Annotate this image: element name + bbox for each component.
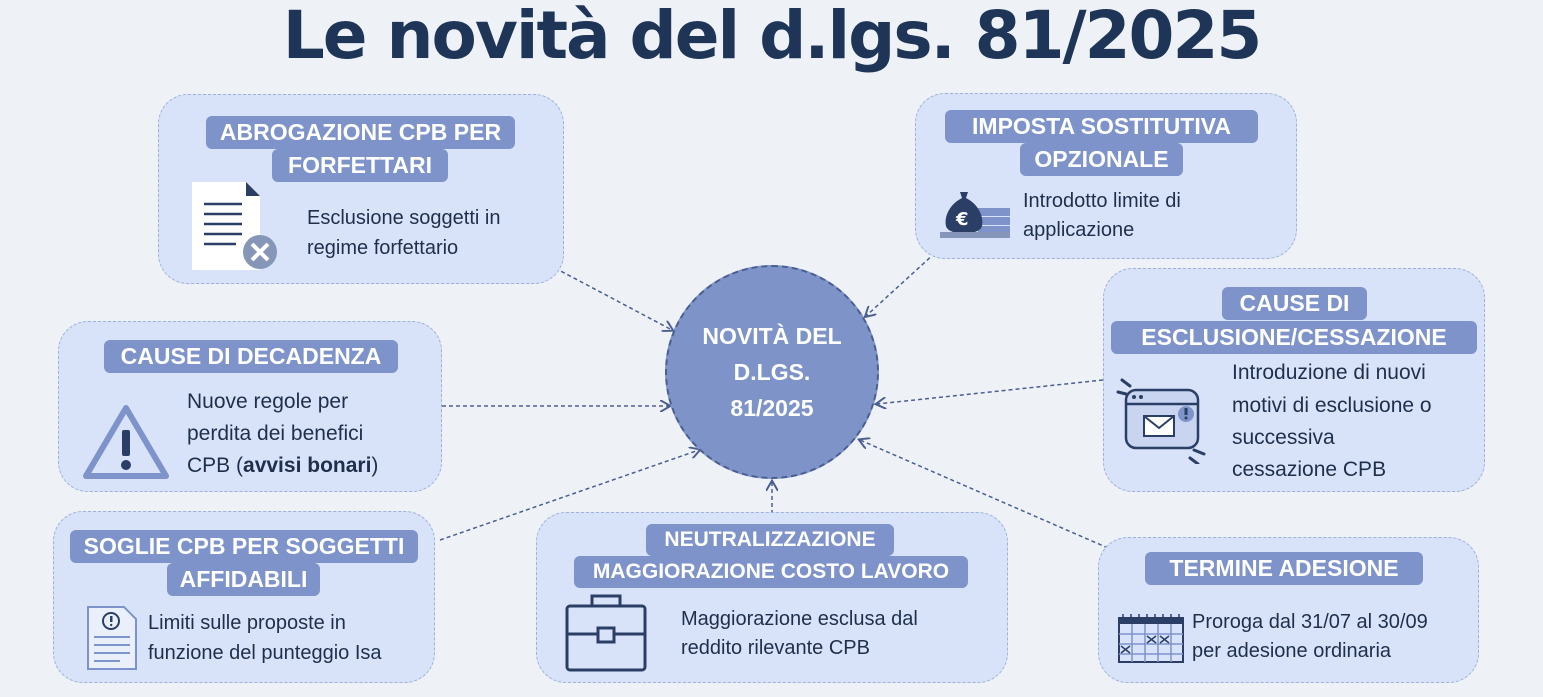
text-abrogazione-line1: Esclusione soggetti in [307,207,501,229]
document-cancel-icon [190,180,282,274]
tag-imposta-line2: OPZIONALE [1020,143,1183,176]
tag-esclusione-line2: ESCLUSIONE/CESSAZIONE [1111,321,1477,354]
text-esclusione-line3: successiva [1232,426,1335,449]
email-alert-icon [1114,372,1214,464]
connector-esclusione [877,380,1103,404]
text-abrogazione-line2: regime forfettario [307,237,459,259]
document-alert-icon [86,605,138,671]
svg-text:€: € [956,209,969,230]
text-decadenza-line1: Nuove regole per [187,390,349,413]
hub-line-2: D.LGS. [733,359,811,385]
text-imposta-line2: applicazione [1023,219,1135,241]
text-decadenza-line2: perdita dei benefici [187,422,364,445]
text-decadenza-line3 [187,451,378,481]
tag-abrogazione-line1: ABROGAZIONE CPB PER [206,116,515,149]
text-termine-line1: Proroga dal 31/07 al 30/09 [1192,611,1428,633]
tag-imposta-line1: IMPOSTA SOSTITUTIVA [945,110,1258,143]
text-imposta-line1: Introdotto limite di [1023,190,1181,212]
tag-neutralizzazione-line1: NEUTRALIZZAZIONE [646,524,894,556]
page-title: Le novità del d.lgs. 81/2025 [282,0,1261,74]
text-esclusione-line1: Introduzione di nuovi [1232,361,1426,384]
text-esclusione-line2: motivi di esclusione o [1232,394,1432,417]
connector-abrogazione [555,268,672,330]
connector-imposta [866,253,935,316]
tag-esclusione-line1: CAUSE DI [1222,287,1367,320]
tag-neutralizzazione-line2: MAGGIORAZIONE COSTO LAVORO [574,556,968,588]
tag-abrogazione-line2: FORFETTARI [272,149,448,182]
hub-circle [665,265,879,479]
tag-soglie-line1: SOGLIE CPB PER SOGGETTI [70,530,418,563]
text-soglie-line1: Limiti sulle proposte in [148,612,346,634]
text-termine-line2: per adesione ordinaria [1192,640,1392,662]
briefcase-icon [564,592,648,674]
tag-termine: TERMINE ADESIONE [1145,552,1423,585]
tag-soglie-line2: AFFIDABILI [167,563,320,596]
text-neutralizzazione-line2: reddito rilevante CPB [681,637,870,659]
hub-line-1: NOVITÀ DEL [702,323,842,349]
tag-decadenza: CAUSE DI DECADENZA [104,340,398,373]
text-neutralizzazione-line1: Maggiorazione esclusa dal [681,608,918,630]
money-bag-icon [938,186,1014,240]
text-esclusione-line4: cessazione CPB [1232,458,1387,481]
text-decadenza-bold: avvisi bonari [243,454,372,477]
warning-icon [82,402,170,480]
hub-line-3: 81/2025 [730,395,814,421]
text-decadenza-line3-a: CPB ( [187,454,244,477]
text-soglie-line2: funzione del punteggio Isa [148,642,382,664]
text-decadenza-line3-c: ) [371,454,379,477]
calendar-icon [1117,612,1185,664]
